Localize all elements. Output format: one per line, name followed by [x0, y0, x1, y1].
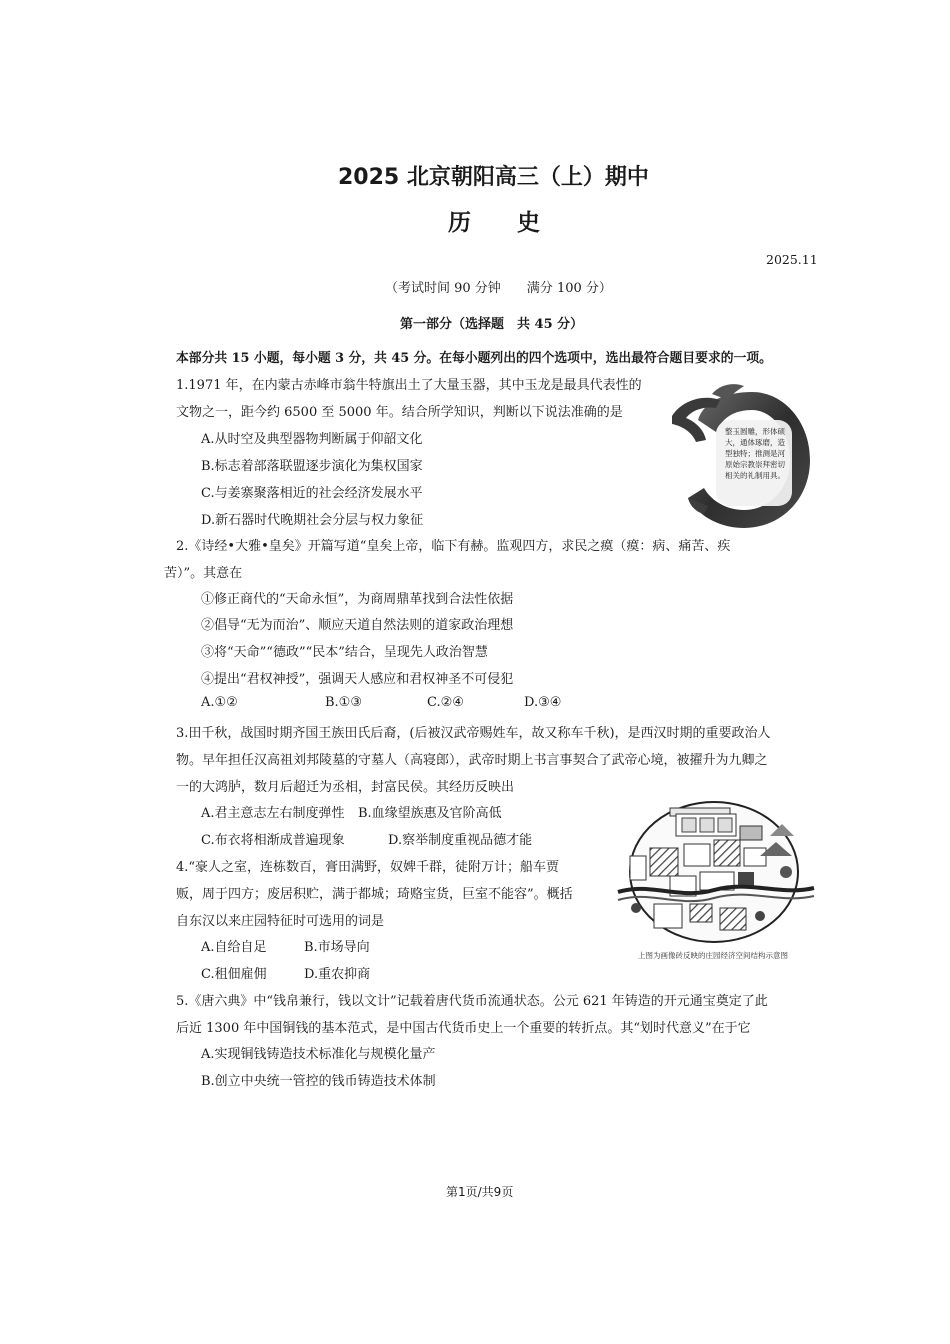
manor-structure-figure — [610, 796, 818, 968]
jade-dragon-figure — [668, 378, 818, 533]
q1-option-b: B.标志着部落联盟逐步演化为集权国家 — [201, 459, 423, 474]
q5-option-a: A.实现铜钱铸造技术标准化与规模化量产 — [201, 1047, 436, 1062]
q4-option-a: A.自给自足 — [201, 940, 267, 955]
q3-option-b: B.血缘望族惠及官阶高低 — [358, 806, 502, 821]
q5-stem-line1: 5.《唐六典》中“钱帛兼行，钱以文计”记载着唐代货币流通状态。公元 621 年铸造的开元通宝奠定了此 — [176, 994, 768, 1009]
q2-item-2: ②倡导“无为而治”、顺应天道自然法则的道家政治理想 — [201, 618, 514, 633]
q2-option-d: D.③④ — [524, 695, 562, 710]
exam-date: 2025.11 — [766, 252, 818, 267]
q2-option-b: B.①③ — [325, 695, 362, 710]
q5-option-b: B.创立中央统一管控的钱币铸造技术体制 — [201, 1074, 436, 1089]
q1-stem-line2: 文物之一，距今约 6500 至 5000 年。结合所学知识，判断以下说法准确的是 — [176, 405, 623, 420]
q5-stem-line2: 后近 1300 年中国铜钱的基本范式，是中国古代货币史上一个重要的转折点。其“划时代意义”在于它 — [176, 1021, 751, 1036]
q4-stem-line3: 自东汉以来庄园特征时可选用的词是 — [176, 914, 385, 929]
q2-option-a: A.①② — [201, 695, 238, 710]
subject-title: 历 史 — [448, 210, 540, 236]
exam-info: （考试时间 90 分钟 满分 100 分） — [385, 281, 612, 296]
q3-option-d: D.察举制度重视品德才能 — [388, 833, 533, 848]
q2-item-1: ①修正商代的“天命永恒”，为商周鼎革找到合法性依据 — [201, 592, 514, 607]
q3-option-c: C.布衣将相渐成普遍现象 — [201, 833, 345, 848]
q3-stem-line2: 物。早年担任汉高祖刘邦陵墓的守墓人（高寝郎），武帝时期上书言事契合了武帝心境，被擢升为九卿之 — [176, 753, 768, 768]
q2-item-3: ③将“天命”“德政”“民本”结合，呈现先人政治智慧 — [201, 645, 488, 660]
manor-figure-caption: 上图为画像砖反映的庄园经济空间结构示意图 — [638, 951, 788, 960]
q1-option-d: D.新石器时代晚期社会分层与权力象征 — [201, 513, 424, 528]
q1-option-c: C.与姜寨聚落相近的社会经济发展水平 — [201, 486, 423, 501]
q3-option-a: A.君主意志左右制度弹性 — [201, 806, 345, 821]
q4-option-d: D.重农抑商 — [304, 967, 371, 982]
q1-stem-line1: 1.1971 年，在内蒙古赤峰市翁牛特旗出土了大量玉器，其中玉龙是最具代表性的 — [176, 378, 642, 393]
q2-stem-line2: 苦）”。其意在 — [164, 566, 243, 581]
exam-title: 2025 北京朝阳高三（上）期中 — [338, 165, 649, 190]
part-title: 第一部分（选择题 共 45 分） — [400, 317, 584, 332]
manor-diagram-image — [610, 796, 818, 946]
q3-stem-line1: 3.田千秋，战国时期齐国王族田氏后裔，(后被汉武帝赐姓车，故又称车千秋)，是西汉时期的重要政治人 — [176, 726, 771, 741]
q2-stem-line1: 2.《诗经•大雅•皇矣》开篇写道“皇矣上帝，临下有赫。监观四方，求民之瘼（瘼：病、痛苦、疾 — [176, 539, 731, 554]
q2-item-4: ④提出“君权神授”，强调天人感应和君权神圣不可侵犯 — [201, 672, 514, 687]
q4-option-b: B.市场导向 — [304, 940, 370, 955]
q1-option-a: A.从时空及典型器物判断属于仰韶文化 — [201, 432, 423, 447]
q4-stem-line1: 4.“豪人之室，连栋数百，膏田满野，奴婢千群，徒附万计；船车贾 — [176, 860, 560, 875]
q3-stem-line3: 一的大鸿胪，数月后超迁为丞相，封富民侯。其经历反映出 — [176, 780, 515, 795]
page-number: 第1页/共9页 — [446, 1185, 514, 1199]
q2-option-c: C.②④ — [427, 695, 464, 710]
q4-stem-line2: 贩，周于四方；废居积贮，满于都城；琦赂宝货，巨室不能容”。概括 — [176, 887, 573, 902]
instructions: 本部分共 15 小题，每小题 3 分，共 45 分。在每小题列出的四个选项中，选出最符合题目要求的一项。 — [176, 351, 772, 366]
q4-option-c: C.租佃雇佣 — [201, 967, 267, 982]
jade-dragon-caption: 整玉圆雕，形体硕大，通体琢磨，造型独特；推测是河原始宗教崇拜密切相关的礼制用具。 — [725, 427, 785, 480]
